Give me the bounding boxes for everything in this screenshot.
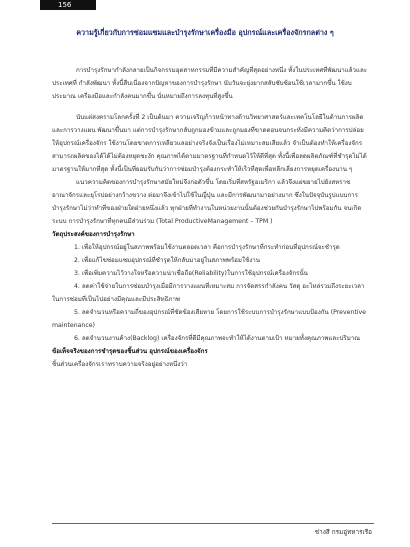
paragraph-3: แนวความคิดของการบำรุงรักษาสมัยใหม่จึงก่อตัวขึ้น โดยเริ่มที่สหรัฐอเมริกา แล้วจึงแผ่ขยายไปยังสหราชอาณาจักรและยุโรปอย่างกว้างขวาง ต่อมาจึงเข้าไปใช้ในญี่ปุ่น และมีการพัฒนามาอย่างมาก ซึ่งในปัจจุบันรูปแบบการบำรุงรักษาไม่ว่าทำที่ของฝ่ายใดฝ่ายหนึ่งแล้ว ทุกฝ่ายที่ทำงานในหน่วยงานนั้นต้องช่วยกันบำรุงรักษาไปพร้อมกัน จนเกิดระบบ การบำรุงรักษาที่ทุกคนมีส่วนร่วม (Total ProductiveManagement – TPM ) [52, 179, 362, 225]
document-body [52, 64, 370, 371]
facts-text: ชิ้นส่วนเครื่องจักรเราทราบความจริงอยู่อย่างหนึ่งว่า [52, 361, 188, 368]
objective-item-6: 6. ลดจำนวนงานค้าง(Backlog) เครื่องจักรที่ดีมีคุณภาพจะทำให้ได้งานตามเป้า หมายทั้งคุณภาพและปริมาณ [74, 335, 361, 342]
footer-credit: ช่างสี กรมอู่ทหารเรือ [314, 528, 372, 536]
objective-item-4: 4. ลดค่าใช้จ่ายในการซ่อมบำรุงเมื่อมีการวางแผนที่เหมาะสม การจัดสรรกำลังคน วัสดุ อะไหล่รวมถึงระยะเวลาในการซ่อมที่เป็นไปอย่างมีคุณและมีประสิทธิภาพ [52, 283, 365, 303]
page-number: 156 [58, 1, 72, 9]
facts-heading: ข้อเท็จจริงของการชำรุดของชิ้นส่วน อุปกรณ์ของเครื่องจักร [52, 348, 208, 355]
page-title: ความรู้เกี่ยวกับการซ่อมแซมและบำรุงรักษาเครื่องมือ อุปกรณ์และเครื่องจักรกลต่าง ๆ [76, 28, 334, 37]
objectives-heading: วัตถุประสงค์ของการบำรุงรักษา [52, 231, 135, 238]
objective-item-1: 1. เพื่อให้อุปกรณ์อยู่ในสภาพพร้อมใช้งานตลอดเวลา คือการบำรุงรักษาที่กระทำก่อนที่อุปกรณ์จะชำรุด [74, 244, 340, 251]
page-number-tab [40, 0, 96, 10]
paragraph-2: นับแต่สงครามโลกครั้งที่ 2 เป็นต้นมา ความเจริญก้าวหน้าทางด้านวิทยาศาสตร์และเทคโนโลยีในด้านการผลิตและการวางแผน พัฒนาขึ้นมา แต่การบำรุงรักษากลับถูกมองข้ามและถูกมองที่ขาดตอนจนกระทั่งมีความคิดว่าการปล่อยให้อุปกรณ์เครื่องจักร ใช้งานโดยขาดการเหลียวแลอย่างจริงจังเป็นเรื่องไม่เหมาะสมเสียแล้ว จำเป็นต้องทำให้เครื่องจักรสามารถผลิตของได้ได้ไม่ต้องหยุดชะงัก คุณภาพได้ตามมาตรฐานที่กำหนดไว้ให้ดีที่สุด ทั้งนี้เพื่อลดผลิตภัณฑ์ที่ชำรุดไม่ได้มาตรฐานให้มากที่สุด ทั้งนี้เป็นที่ยอมรับกันว่าการซ่อมบำรุงต้องกระทำให้เร็วที่สุดเพื่อหลีกเลี่ยงการหยุดเครื่องนาน ๆ [52, 114, 367, 173]
objective-item-5: 5. ลดจำนวนหรือความถี่ของอุปกรณ์ที่ชัดข้องเสียหาย โดยการใช้ระบบการบำรุงรักษาแบบป้องกัน (Preventive maintenance) [52, 309, 366, 329]
objective-item-2: 2. เพื่อแก้ไขซ่อมแซมอุปกรณ์ที่ชำรุดให้กลับมาอยู่ในสภาพพร้อมใช้งาน [74, 257, 260, 264]
objective-item-3: 3. เพื่อเพิ่มความไว้วางใจหรือความน่าเชื่อถือ(Reliability)ในการใช้อุปกรณ์เครื่องจักรนั้น [74, 270, 308, 277]
footer-divider [52, 523, 374, 524]
paragraph-1: การบำรุงรักษากำลังกลายเป็นกิจกรรมอุตสาหกรรมที่มีความสำคัญที่สุดอย่างหนึ่ง ทั้งในประเทศที่พัฒนาแล้วและประเทศที่ กำลังพัฒนา ทั้งนี้สืบเนื่องจากปัญหาของการบำรุงรักษา นับวันจะยุ่งยากสลับซับซ้อนใช้เวลามากขึ้น ใช้งบประมาณ เครื่องมือและกำลังคนมากขึ้น นั่นหมายถึงการลงทุนที่สูงขึ้น [52, 67, 368, 100]
